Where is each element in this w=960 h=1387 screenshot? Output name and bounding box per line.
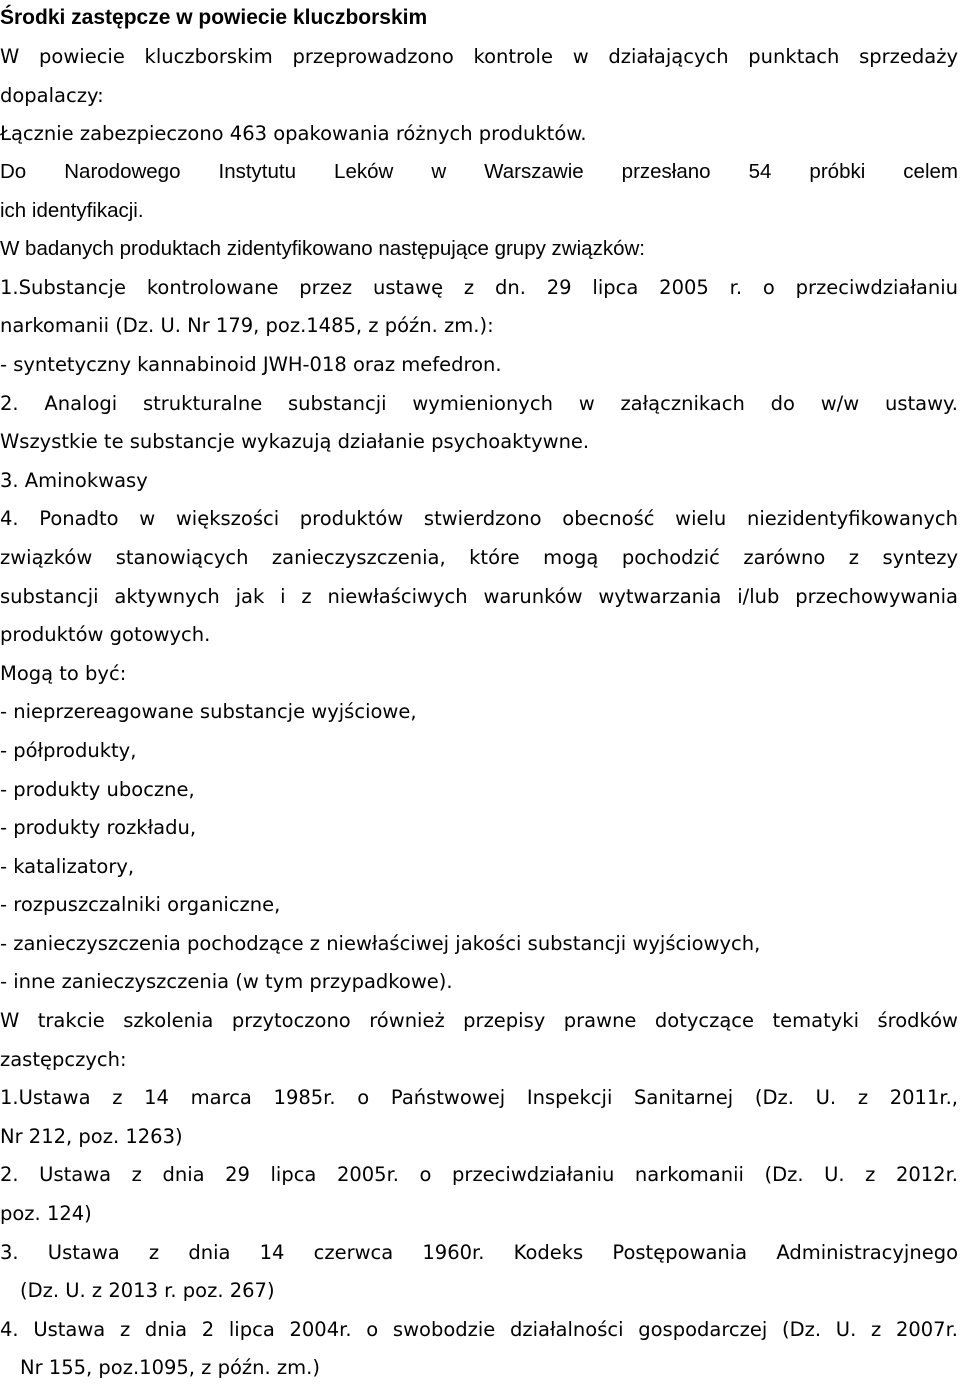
list-item: - syntetyczny kannabinoid JWH-018 oraz mefedron. <box>0 353 502 376</box>
list-item: - nieprzereagowane substancje wyjściowe, <box>0 700 417 723</box>
text-line: dopalaczy: <box>0 84 104 107</box>
list-item: 2. Ustawa z dnia 29 lipca 2005r. o przeciwdziałaniu narkomanii (Dz. U. z 2012r. <box>0 1163 958 1186</box>
text-line: produktów gotowych. <box>0 623 211 646</box>
list-item: 4. Ustawa z dnia 2 lipca 2004r. o swobodzie działalności gospodarczej (Dz. U. z 2007r. <box>0 1318 958 1341</box>
list-item: - inne zanieczyszczenia (w tym przypadkowe). <box>0 970 453 993</box>
text-line: W badanych produktach zidentyfikowano następujące grupy związków: <box>0 237 645 260</box>
text-line: związków stanowiących zanieczyszczenia, które mogą pochodzić zarówno z syntezy <box>0 546 958 569</box>
text-line: (Dz. U. z 2013 r. poz. 267) <box>20 1279 275 1302</box>
text-line: zastępczych: <box>0 1048 127 1071</box>
list-item: 1.Ustawa z 14 marca 1985r. o Państwowej Inspekcji Sanitarnej (Dz. U. z 2011r., <box>0 1086 958 1109</box>
list-item: - rozpuszczalniki organiczne, <box>0 893 281 916</box>
list-item: 4. Ponadto w większości produktów stwierdzono obecność wielu niezidentyfikowanych <box>0 507 958 530</box>
text-line: Mogą to być: <box>0 662 127 685</box>
text-line: Nr 212, poz. 1263) <box>0 1125 183 1148</box>
list-item: - półprodukty, <box>0 739 137 762</box>
text-line: Nr 155, poz.1095, z późn. zm.) <box>20 1356 320 1379</box>
list-item: 3. Ustawa z dnia 14 czerwca 1960r. Kodeks Postępowania Administracyjnego <box>0 1241 958 1264</box>
list-item: 2. Analogi strukturalne substancji wymienionych w załącznikach do w/w ustawy. <box>0 392 958 415</box>
list-item: - zanieczyszczenia pochodzące z niewłaściwej jakości substancji wyjściowych, <box>0 932 761 955</box>
text-line: Łącznie zabezpieczono 463 opakowania różnych produktów. <box>0 122 587 145</box>
list-item: - produkty uboczne, <box>0 778 195 801</box>
text-line: substancji aktywnych jak i z niewłaściwych warunków wytwarzania i/lub przechowywania <box>0 585 958 608</box>
text-line: Do Narodowego Instytutu Leków w Warszawie przesłano 54 próbki celem <box>0 160 958 183</box>
list-item: - produkty rozkładu, <box>0 816 197 839</box>
text-line: Wszystkie te substancje wykazują działanie psychoaktywne. <box>0 430 590 453</box>
list-item: 3. Aminokwasy <box>0 469 148 492</box>
text-line: poz. 124) <box>0 1202 92 1225</box>
text-line: W trakcie szkolenia przytoczono również przepisy prawne dotyczące tematyki środków <box>0 1009 958 1032</box>
document-title: Środki zastępcze w powiecie kluczborskim <box>0 6 428 29</box>
list-item: - katalizatory, <box>0 855 135 878</box>
text-line: W powiecie kluczborskim przeprowadzono kontrole w działających punktach sprzedaży <box>0 45 958 68</box>
list-item: 1.Substancje kontrolowane przez ustawę z dn. 29 lipca 2005 r. o przeciwdziałaniu <box>0 276 958 299</box>
text-line: narkomanii (Dz. U. Nr 179, poz.1485, z późn. zm.): <box>0 314 494 337</box>
text-line: ich identyfikacji. <box>0 199 144 222</box>
